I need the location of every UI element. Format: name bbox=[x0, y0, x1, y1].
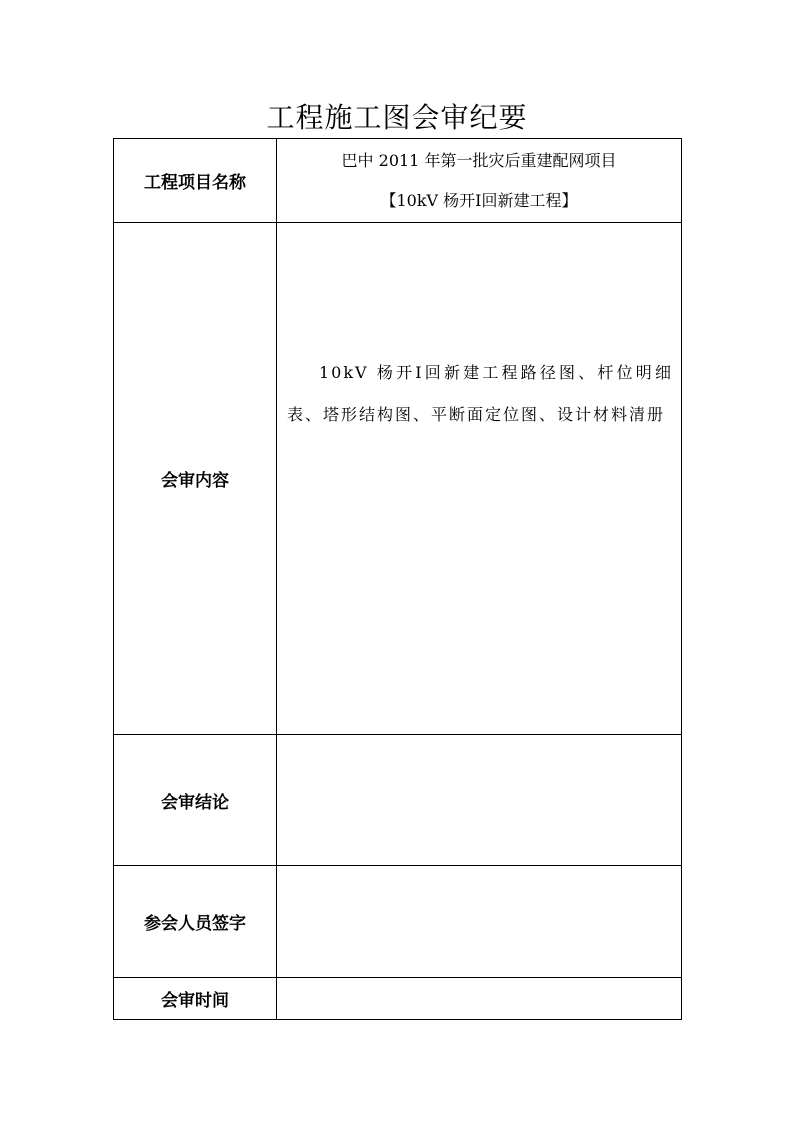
review-time-value bbox=[277, 978, 682, 1020]
project-name-value bbox=[277, 139, 682, 223]
project-name-label: 工程项目名称 bbox=[114, 139, 277, 223]
review-content-value bbox=[277, 223, 682, 735]
attendee-signature-row bbox=[114, 866, 682, 978]
project-name-row bbox=[114, 139, 682, 223]
review-conclusion-value bbox=[277, 735, 682, 866]
project-name-line-2: 【10kV 杨开Ⅰ回新建工程】 bbox=[380, 190, 578, 210]
review-conclusion-label: 会审结论 bbox=[114, 735, 277, 866]
review-time-row bbox=[114, 978, 682, 1020]
page-title: 工程施工图会审纪要 bbox=[266, 101, 528, 134]
attendee-signature-label: 参会人员签字 bbox=[114, 866, 277, 978]
review-content-text: 10kV 杨开Ⅰ回新建工程路径图、杆位明细表、塔形结构图、平断面定位图、设计材料清册 bbox=[287, 363, 673, 424]
review-content-label: 会审内容 bbox=[114, 223, 277, 735]
review-content-row bbox=[114, 223, 682, 735]
attendee-signature-value bbox=[277, 866, 682, 978]
project-name-line-1: 巴中 2011 年第一批灾后重建配网项目 bbox=[341, 150, 617, 170]
review-conclusion-row bbox=[114, 735, 682, 866]
review-form-table bbox=[113, 138, 682, 1020]
review-time-label: 会审时间 bbox=[114, 978, 277, 1020]
